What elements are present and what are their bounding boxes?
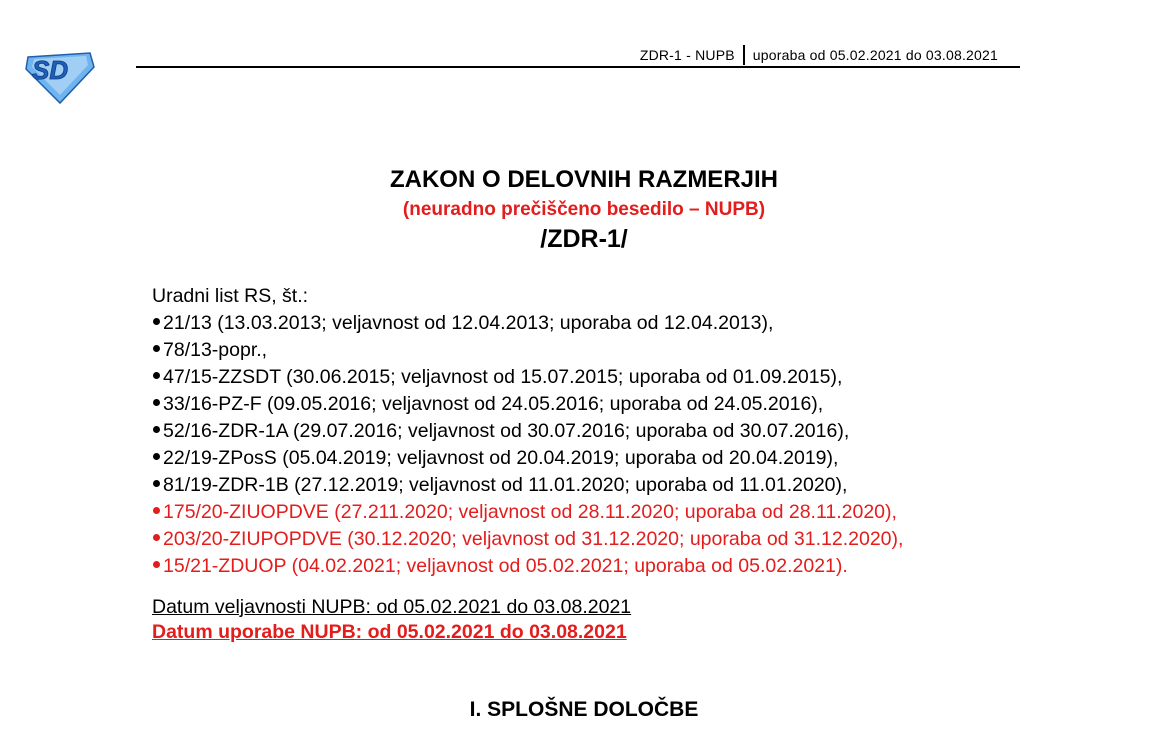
section-heading: I. SPLOŠNE DOLOČBE xyxy=(469,698,699,721)
gazette-item-highlighted: 175/20-ZIUOPDVE (27.211.2020; veljavnost od 28.11.2020; uporaba od 28.11.2020), xyxy=(152,499,1052,526)
bullet-icon xyxy=(153,426,160,433)
gazette-list xyxy=(152,310,1052,580)
gazette-item: 81/19-ZDR-1B (27.12.2019; veljavnost od 11.01.2020; uporaba od 11.01.2020), xyxy=(152,472,1052,499)
bullet-icon xyxy=(153,318,160,325)
gazette-item: 52/16-ZDR-1A (29.07.2016; veljavnost od 30.07.2016; uporaba od 30.07.2016), xyxy=(152,418,1052,445)
law-title: ZAKON O DELOVNIH RAZMERJIH xyxy=(389,166,778,193)
validity-date-line: Datum veljavnosti NUPB: od 05.02.2021 do 03.08.2021 xyxy=(152,596,632,618)
bullet-icon xyxy=(153,345,160,352)
sd-logo-icon xyxy=(22,45,96,105)
bullet-icon xyxy=(153,480,160,487)
gazette-item: 47/15-ZZSDT (30.06.2015; veljavnost od 15.07.2015; uporaba od 01.09.2015), xyxy=(152,364,1052,391)
bullet-icon xyxy=(153,372,160,379)
validity-dates xyxy=(152,595,631,645)
gazette-item-highlighted: 203/20-ZIUPOPDVE (30.12.2020; veljavnost od 31.12.2020; uporaba od 31.12.2020), xyxy=(152,526,1052,553)
gazette-item: 21/13 (13.03.2013; veljavnost od 12.04.2013; uporaba od 12.04.2013), xyxy=(152,310,1052,337)
bullet-icon xyxy=(153,561,160,568)
usage-date-line: Datum uporabe NUPB: od 05.02.2021 do 03.08.2021 xyxy=(152,621,627,643)
gazette-item-highlighted: 15/21-ZDUOP (04.02.2021; veljavnost od 05.02.2021; uporaba od 05.02.2021). xyxy=(152,553,1052,580)
law-abbreviation: /ZDR-1/ xyxy=(540,225,628,253)
law-subtitle: (neuradno prečiščeno besedilo – NUPB) xyxy=(402,199,766,220)
bullet-icon xyxy=(153,534,160,541)
header-separator xyxy=(743,45,745,65)
document-code: ZDR-1 - NUPB xyxy=(639,47,735,63)
gazette-item: 33/16-PZ-F (09.05.2016; veljavnost od 24.05.2016; uporaba od 24.05.2016), xyxy=(152,391,1052,418)
bullet-icon xyxy=(153,453,160,460)
gazette-item: 78/13-popr., xyxy=(152,337,1052,364)
svg-text:SD: SD xyxy=(32,55,69,85)
gazette-label: Uradni list RS, št.: xyxy=(152,285,309,307)
usage-period: uporaba od 05.02.2021 do 03.08.2021 xyxy=(752,47,998,63)
gazette-item: 22/19-ZPosS (05.04.2019; veljavnost od 20.04.2019; uporaba od 20.04.2019), xyxy=(152,445,1052,472)
running-header xyxy=(136,44,1020,68)
bullet-icon xyxy=(153,507,160,514)
bullet-icon xyxy=(153,399,160,406)
gazette-references xyxy=(152,283,1052,580)
